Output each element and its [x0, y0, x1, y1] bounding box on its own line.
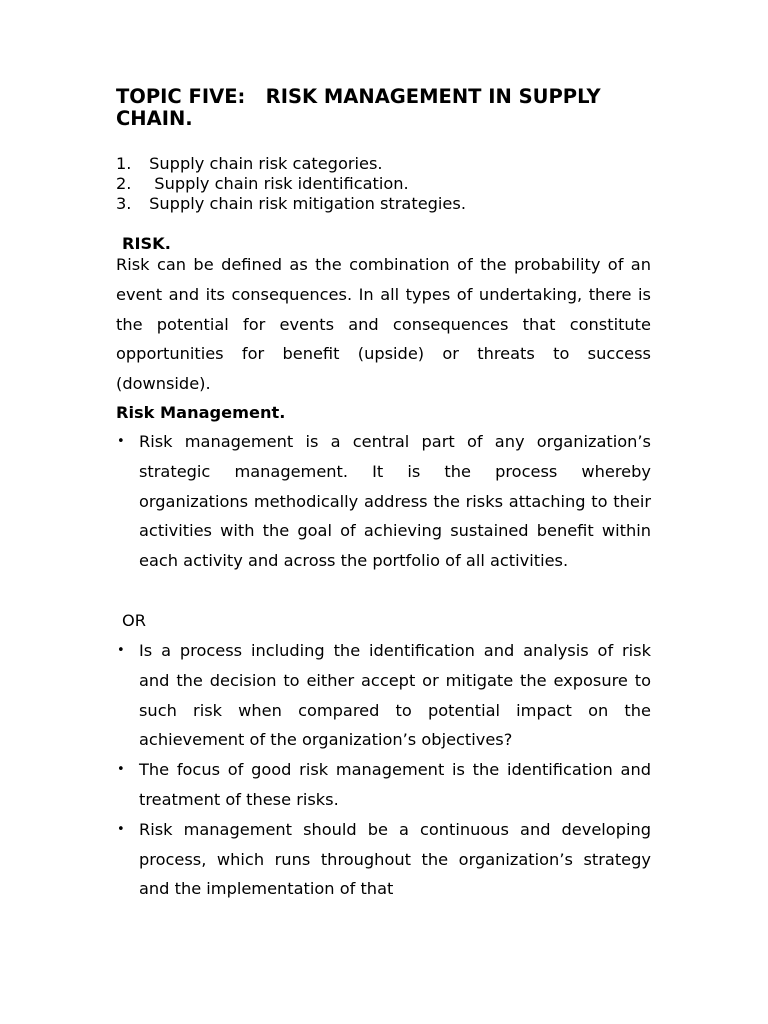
topic-text: Supply chain risk mitigation strategies. [144, 194, 466, 213]
or-separator: OR [122, 611, 146, 630]
bullet-item [116, 755, 651, 815]
topic-number: 1. [116, 154, 132, 173]
bullet-icon: • [117, 821, 125, 837]
bullet-item [116, 815, 651, 904]
bullet-list-first [116, 427, 651, 576]
bullet-item [116, 427, 651, 576]
topic-list-item [116, 174, 656, 194]
bullet-item [116, 636, 651, 755]
risk-management-heading: Risk Management. [116, 403, 286, 422]
bullet-text: Risk management is a central part of any organization’s strategic management. It is the process whereby organizations methodically address the risks attaching to their activities with the goal of achieving sustained benefit within each activity and across the portfolio of all activities. [139, 432, 651, 571]
risk-heading: RISK. [122, 234, 171, 253]
topic-text: Supply chain risk categories. [144, 154, 383, 173]
topic-list-item [116, 154, 656, 174]
risk-definition-paragraph: Risk can be defined as the combination of the probability of an event and its consequences. In all types of undertaking, there is the potential for events and consequences that constitute opportunities for benefit (upside) or threats to success (downside). [116, 255, 651, 394]
bullet-icon: • [117, 762, 125, 778]
topic-number: 2. [116, 174, 132, 193]
topic-text: Supply chain risk identification. [144, 174, 409, 193]
bullet-icon: • [117, 434, 125, 449]
document-title: TOPIC FIVE: RISK MANAGEMENT IN SUPPLY CHAIN. [116, 85, 608, 130]
topic-number: 3. [116, 194, 132, 213]
bullet-text: Risk management should be a continuous and developing process, which runs throughout the organization’s strategy and the implementation of that [139, 819, 651, 899]
topic-list [116, 154, 656, 214]
topic-list-item [116, 194, 656, 214]
bullet-text: Is a process including the identification and analysis of risk and the decision to either accept or mitigate the exposure to such risk when compared to potential impact on the achievement of the organization’s objectives? [139, 641, 651, 750]
bullet-text: The focus of good risk management is the identification and treatment of these risks. [139, 760, 651, 809]
bullet-list-second [116, 636, 651, 904]
bullet-icon: • [117, 643, 125, 658]
